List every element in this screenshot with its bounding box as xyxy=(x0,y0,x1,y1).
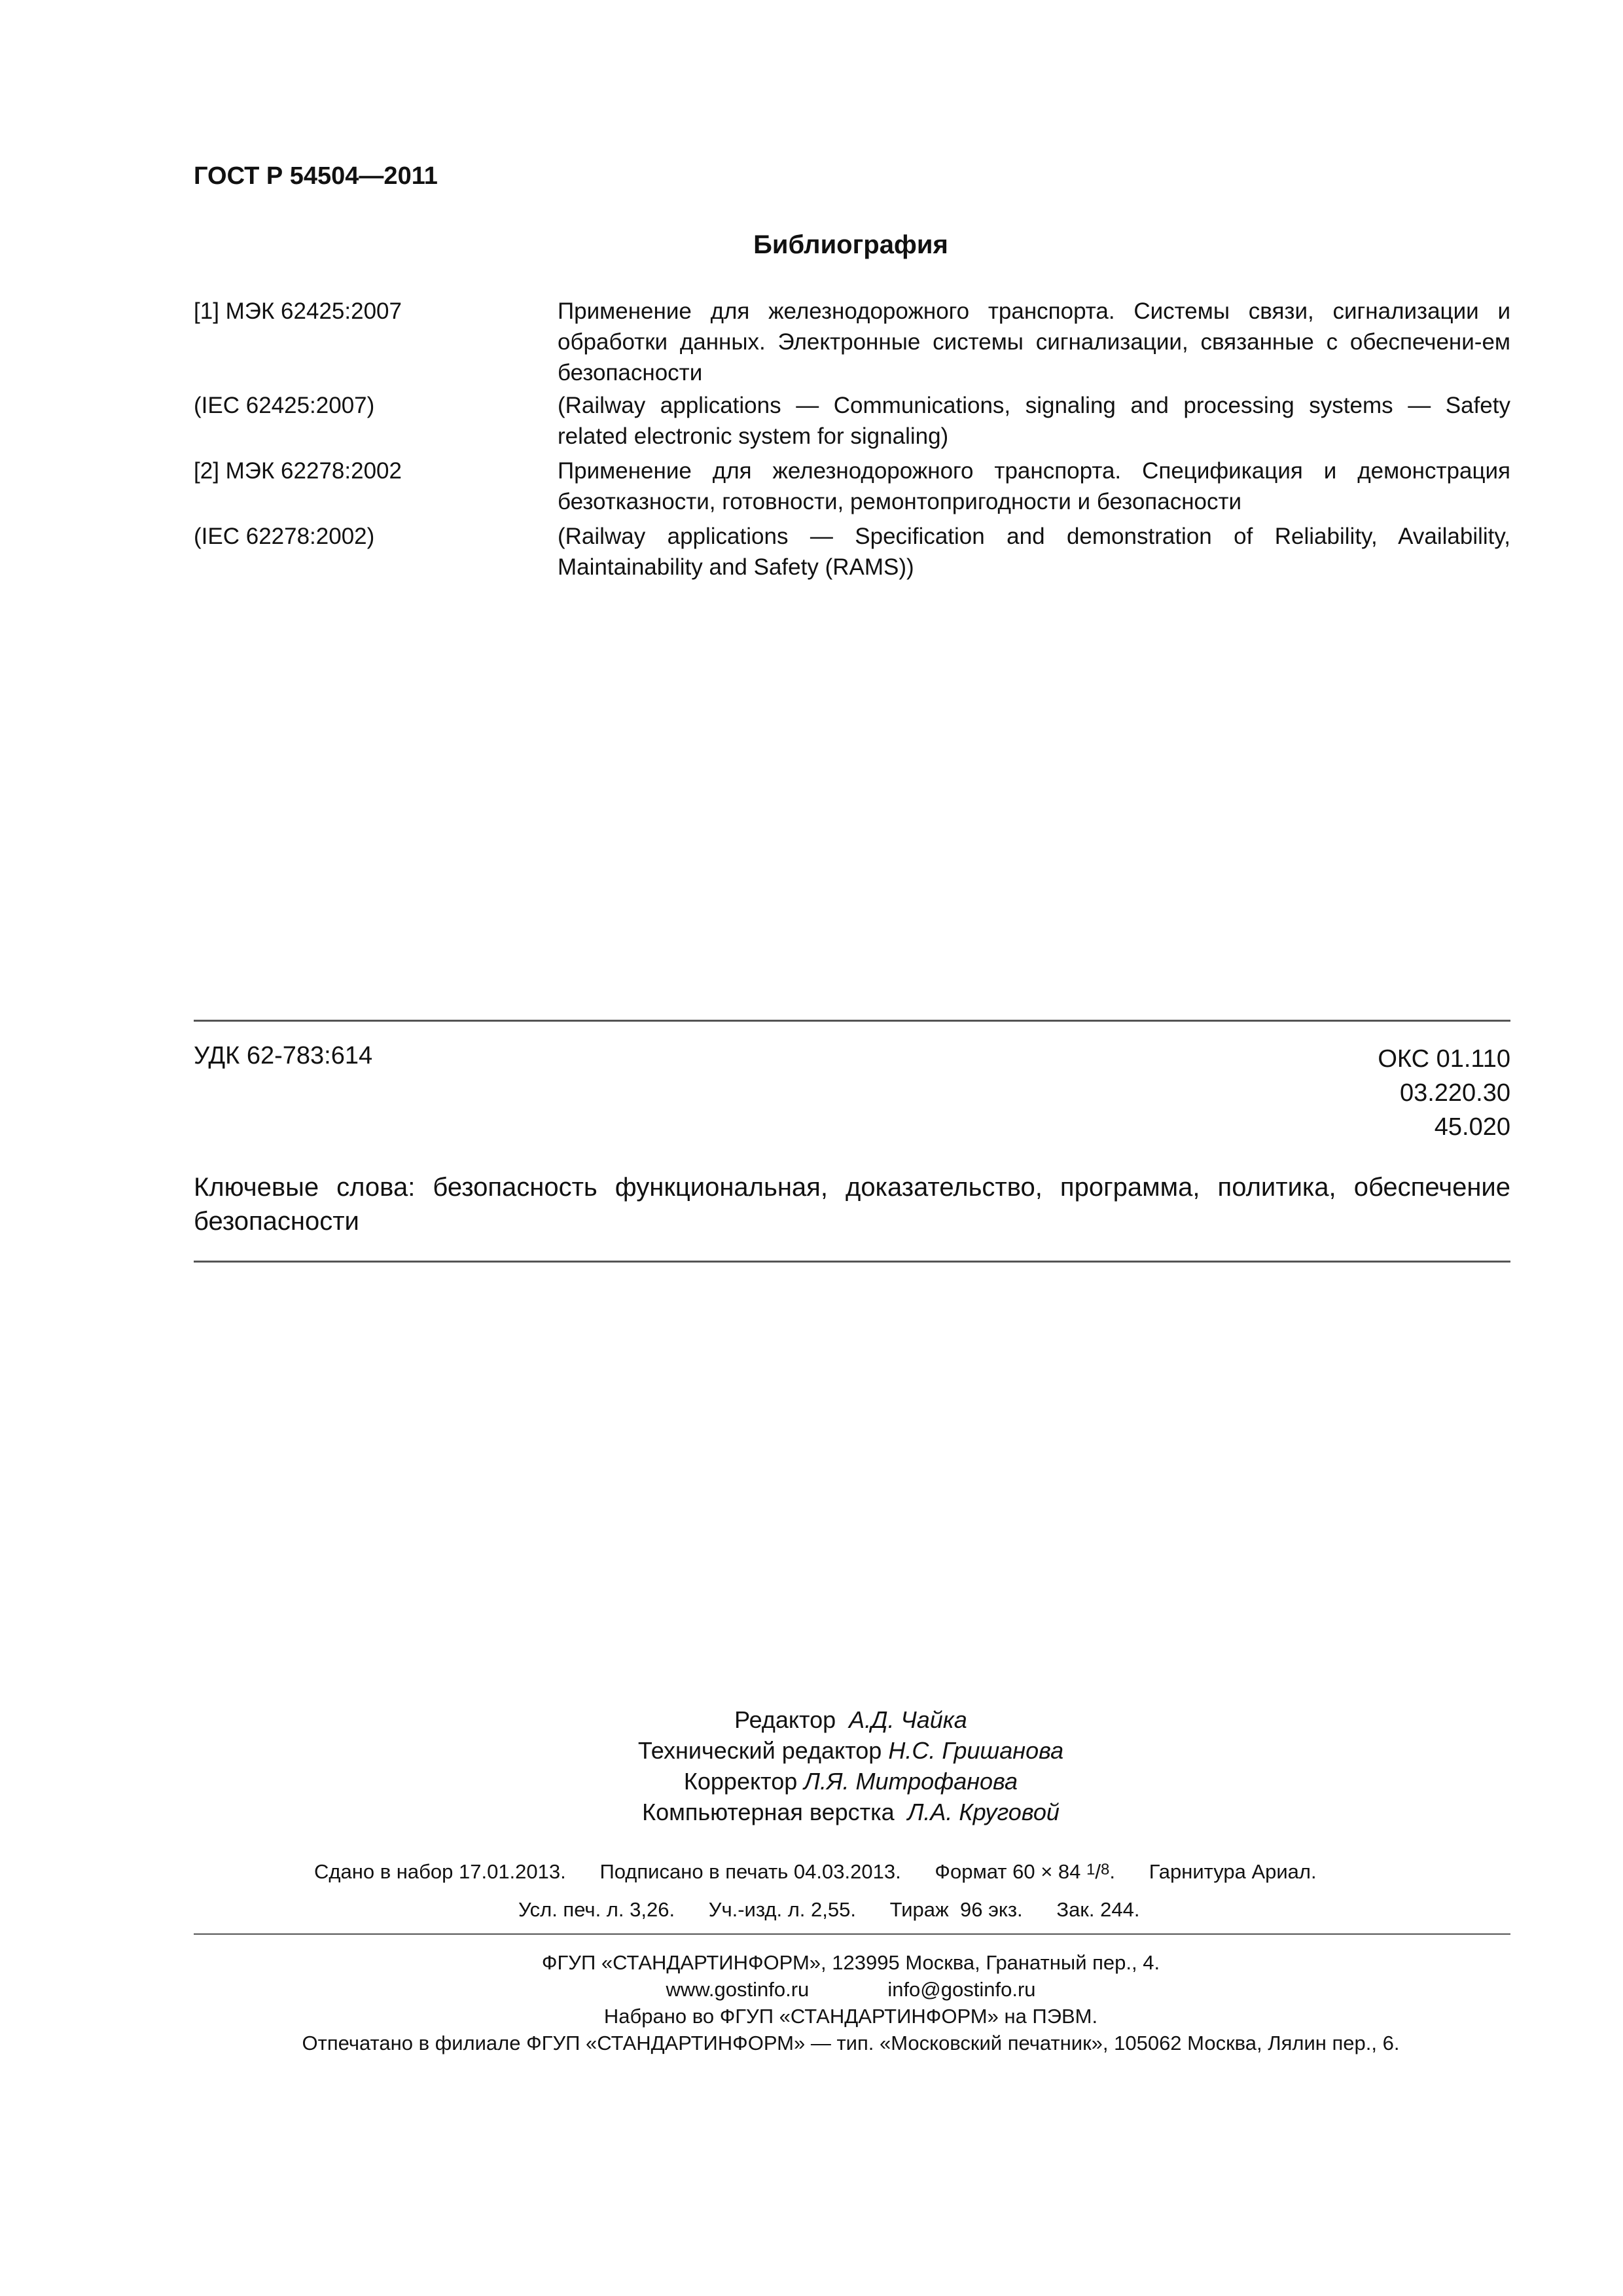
credit-corrector: Корректор Л.Я. Митрофанова xyxy=(683,1768,1018,1795)
publication-line-2 xyxy=(518,1898,1139,1922)
printed-note: Отпечатано в филиале ФГУП «СТАНДАРТИНФОРМ» — тип. «Московский печатник», 105062 Москва, Лялин пер., 6. xyxy=(302,2032,1400,2054)
oks-codes xyxy=(1378,1042,1510,1144)
publisher-address: ФГУП «СТАНДАРТИНФОРМ», 123995 Москва, Гранатный пер., 4. xyxy=(541,1951,1160,1974)
format: Формат 60 × 84 1/8 xyxy=(935,1860,1110,1883)
keywords: Ключевые слова: безопасность функциональная, доказательство, программа, политика, обеспечение безопасности xyxy=(194,1173,1510,1236)
signed-date: Подписано в печать 04.03.2013. xyxy=(599,1860,901,1883)
credit-layout: Компьютерная верстка Л.А. Круговой xyxy=(642,1799,1060,1825)
bib-text-1: Применение для железнодорожного транспорта. Системы связи, сигнализации и обработки данных. Электронные системы сигнализации, связанные с обеспечени-ем безопасности xyxy=(558,298,1510,386)
oks-code-1: ОКС 01.110 xyxy=(1378,1045,1510,1073)
typeset-note: Набрано во ФГУП «СТАНДАРТИНФОРМ» на ПЭВМ. xyxy=(603,2005,1098,2028)
publication-line-1: Сдано в набор 17.01.2013. Подписано в печать 04.03.2013. Формат 60 × 84 1/8. Гарнитура Ариал. xyxy=(314,1860,1317,1883)
credits-block xyxy=(0,1704,1623,1827)
divider-bottom xyxy=(194,1933,1510,1935)
website-link[interactable]: www.gostinfo.ru xyxy=(666,1978,810,2001)
udk-code: УДК 62-783:614 xyxy=(194,1042,373,1069)
submitted-date: Сдано в набор 17.01.2013. xyxy=(314,1860,566,1883)
divider-top xyxy=(194,1020,1510,1022)
bib-ref-2-iec: (IEC 62278:2002) xyxy=(194,524,375,549)
oks-code-2: 03.220.30 xyxy=(1399,1079,1510,1107)
order-number: Зак. 244. xyxy=(1056,1898,1140,1921)
bib-ref-1-iec: (IEC 62425:2007) xyxy=(194,393,375,418)
bib-text-1-iec: (Railway applications — Communications, signaling and processing systems — Safety related electronic system for signaling) xyxy=(558,393,1510,449)
bibliography-title: Библиография xyxy=(753,230,948,259)
imprint-block xyxy=(0,1949,1623,2056)
divider-keywords xyxy=(194,1261,1510,1263)
credit-editor: Редактор А.Д. Чайка xyxy=(734,1706,967,1733)
bib-text-2: Применение для железнодорожного транспорта. Спецификация и демонстрация безотказности, готовности, ремонтопригодности и безопасности xyxy=(558,458,1510,514)
document-header: ГОСТ Р 54504—2011 xyxy=(194,162,438,190)
email-link[interactable]: info@gostinfo.ru xyxy=(887,1978,1036,2001)
font-name: Гарнитура Ариал. xyxy=(1149,1860,1317,1883)
bib-ref-1: [1] МЭК 62425:2007 xyxy=(194,298,402,324)
oks-code-3: 45.020 xyxy=(1434,1113,1510,1141)
bib-ref-2: [2] МЭК 62278:2002 xyxy=(194,458,402,484)
print-run: Тираж 96 экз. xyxy=(889,1898,1023,1921)
bib-text-2-iec: (Railway applications — Specification and demonstration of Reliability, Availability, Maintainability and Safety (RAMS)) xyxy=(558,524,1510,580)
contacts xyxy=(0,1976,1623,2003)
credit-tech-editor: Технический редактор Н.С. Гришанова xyxy=(637,1737,1064,1764)
print-sheets: Усл. печ. л. 3,26. xyxy=(518,1898,675,1921)
pub-sheets: Уч.-изд. л. 2,55. xyxy=(708,1898,856,1921)
